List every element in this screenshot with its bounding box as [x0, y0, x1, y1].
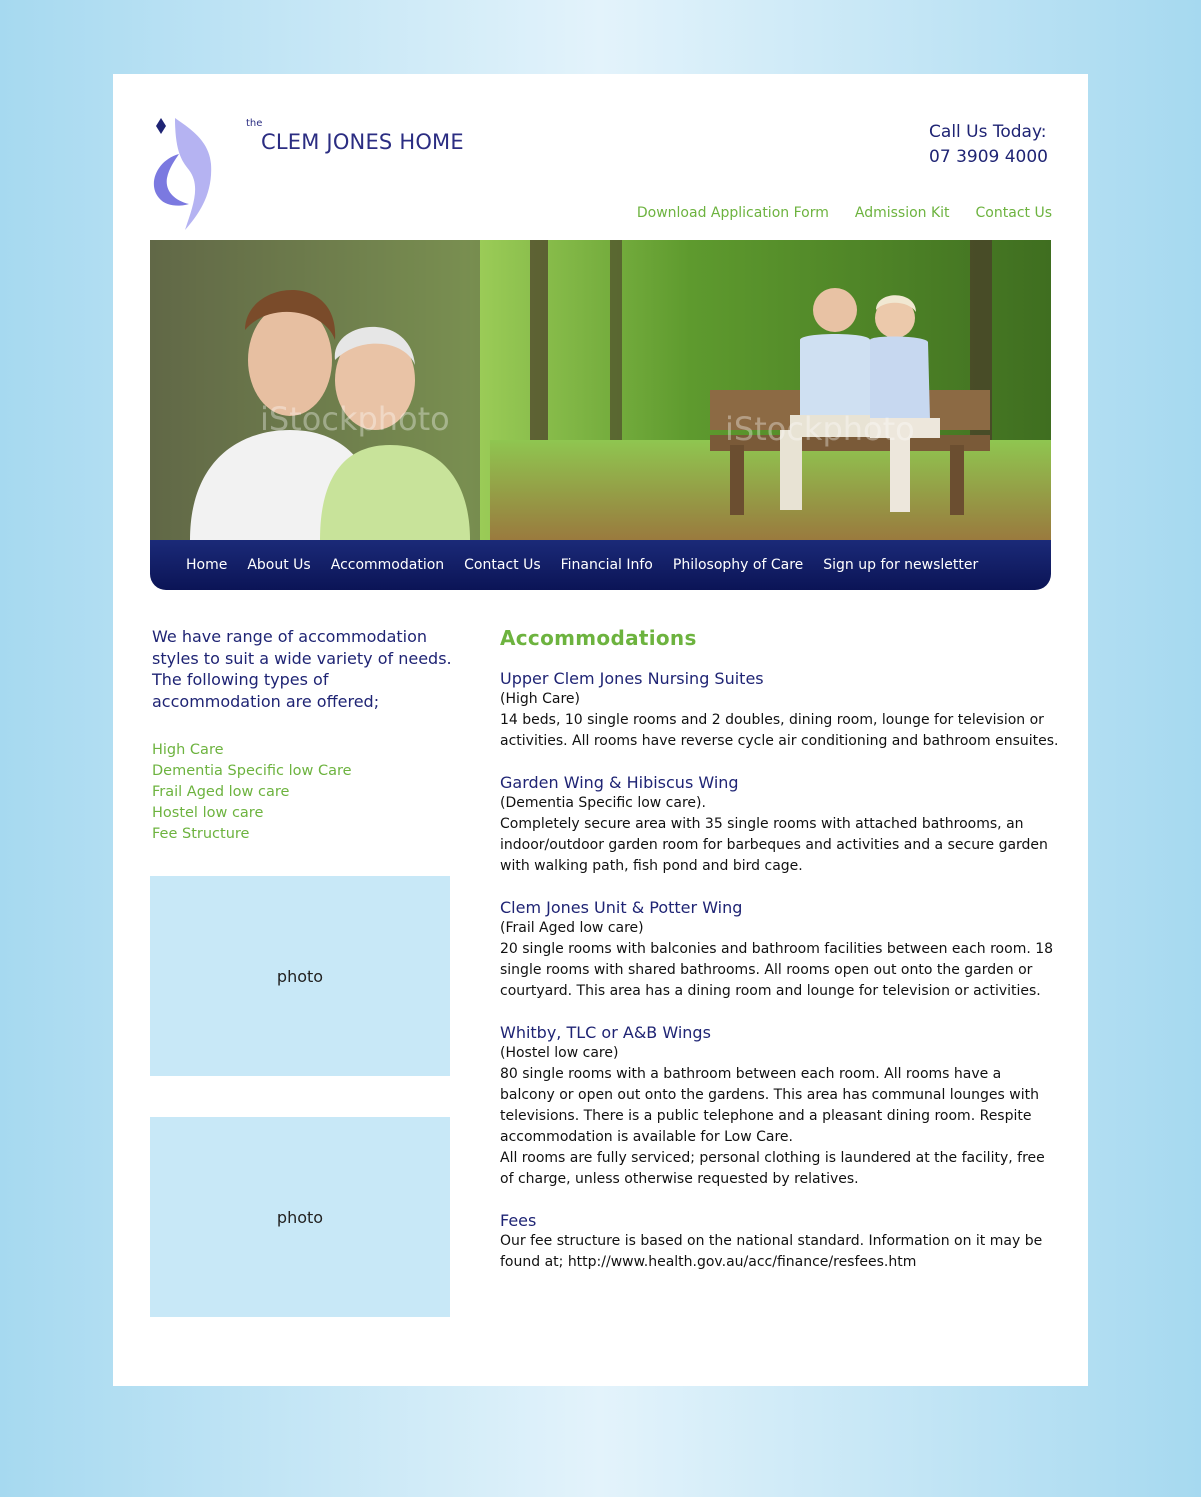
hero-photo [150, 240, 1051, 540]
section-subtitle: (Hostel low care) [500, 1045, 619, 1061]
sidebar-link-frail-aged[interactable]: Frail Aged low care [152, 784, 290, 800]
section-garden-wing [500, 772, 1060, 877]
photo-placeholder-1 [150, 876, 450, 1076]
nav-about-us[interactable]: About Us [247, 557, 311, 573]
section-body: 14 beds, 10 single rooms and 2 doubles, dining room, lounge for television or activities. All rooms have reverse cycle air conditioning and bathroom ensuites. [500, 712, 1059, 749]
phone-number[interactable]: 07 3909 4000 [929, 147, 1048, 167]
sidebar-link-fee-structure[interactable]: Fee Structure [152, 826, 250, 842]
hero-watermark-right: iStockphoto [725, 410, 915, 448]
section-clem-jones-unit [500, 897, 1060, 1002]
admission-kit-link[interactable]: Admission Kit [854, 205, 950, 221]
section-subtitle: (Frail Aged low care) [500, 920, 644, 936]
section-body: Our fee structure is based on the national standard. Information on it may be found at; http://www.health.gov.au/acc/finance/resfees.htm [500, 1233, 1043, 1270]
sidebar [152, 626, 452, 845]
nav-accommodation[interactable]: Accommodation [330, 557, 445, 573]
call-us-block [929, 120, 1048, 170]
section-subtitle: (High Care) [500, 691, 580, 707]
nav-contact-us[interactable]: Contact Us [464, 557, 541, 573]
logo-name-text: CLEM JONES HOME [261, 130, 464, 154]
photo-placeholder-label: photo [276, 966, 324, 986]
logo[interactable] [149, 114, 469, 234]
hero-banner [150, 240, 1051, 540]
photo-placeholder-label: photo [276, 1207, 324, 1227]
sidebar-link-hostel[interactable]: Hostel low care [152, 805, 264, 821]
page-title: Accommodations [500, 626, 697, 650]
main-content [500, 626, 1060, 1293]
nav-financial-info[interactable]: Financial Info [560, 557, 653, 573]
top-nav [637, 205, 1052, 221]
logo-mark-icon [149, 114, 239, 234]
section-body: 20 single rooms with balconies and bathroom facilities between each room. 18 single rooms with shared bathrooms. All rooms open out onto the garden or courtyard. This area has a dining room and lounge for television or activities. [500, 941, 1054, 999]
section-heading: Garden Wing & Hibiscus Wing [500, 773, 739, 792]
page-container [113, 74, 1088, 1386]
top-contact-us-link[interactable]: Contact Us [975, 205, 1052, 221]
section-body: 80 single rooms with a bathroom between each room. All rooms have a balcony or open out onto the gardens. This area has communal lounges with televisions. There is a public telephone and a pleasant dining room. Respite accommodation is available for Low Care. [500, 1066, 1039, 1145]
section-heading: Upper Clem Jones Nursing Suites [500, 669, 764, 688]
photo-placeholder-2 [150, 1117, 450, 1317]
logo-the-text: the [246, 118, 263, 129]
section-upper-clem-jones [500, 668, 1060, 752]
sidebar-link-dementia[interactable]: Dementia Specific low Care [152, 763, 352, 779]
sidebar-link-high-care[interactable]: High Care [152, 742, 224, 758]
section-heading: Fees [500, 1211, 537, 1230]
nav-philosophy-of-care[interactable]: Philosophy of Care [672, 557, 804, 573]
section-heading: Clem Jones Unit & Potter Wing [500, 898, 743, 917]
sidebar-intro: We have range of accommodation styles to suit a wide variety of needs. The following types of accommodation are offered; [152, 627, 452, 711]
sidebar-links [152, 740, 452, 845]
section-subtitle: (Dementia Specific low care). [500, 795, 706, 811]
nav-home[interactable]: Home [186, 557, 228, 573]
section-fees [500, 1210, 1060, 1273]
download-application-form-link[interactable]: Download Application Form [636, 205, 829, 221]
section-body: Completely secure area with 35 single rooms with attached bathrooms, an indoor/outdoor garden room for barbeques and activities and a secure garden with walking path, fish pond and bird cage. [500, 816, 1048, 874]
section-heading: Whitby, TLC or A&B Wings [500, 1023, 711, 1042]
hero-watermark-left: iStockphoto [260, 400, 450, 438]
section-body-extra: All rooms are fully serviced; personal clothing is laundered at the facility, free of charge, unless otherwise requested by relatives. [500, 1150, 1045, 1187]
call-us-label: Call Us Today: [929, 122, 1047, 142]
section-whitby-wings [500, 1022, 1060, 1190]
main-nav [150, 540, 1051, 590]
nav-sign-up-newsletter[interactable]: Sign up for newsletter [823, 557, 979, 573]
